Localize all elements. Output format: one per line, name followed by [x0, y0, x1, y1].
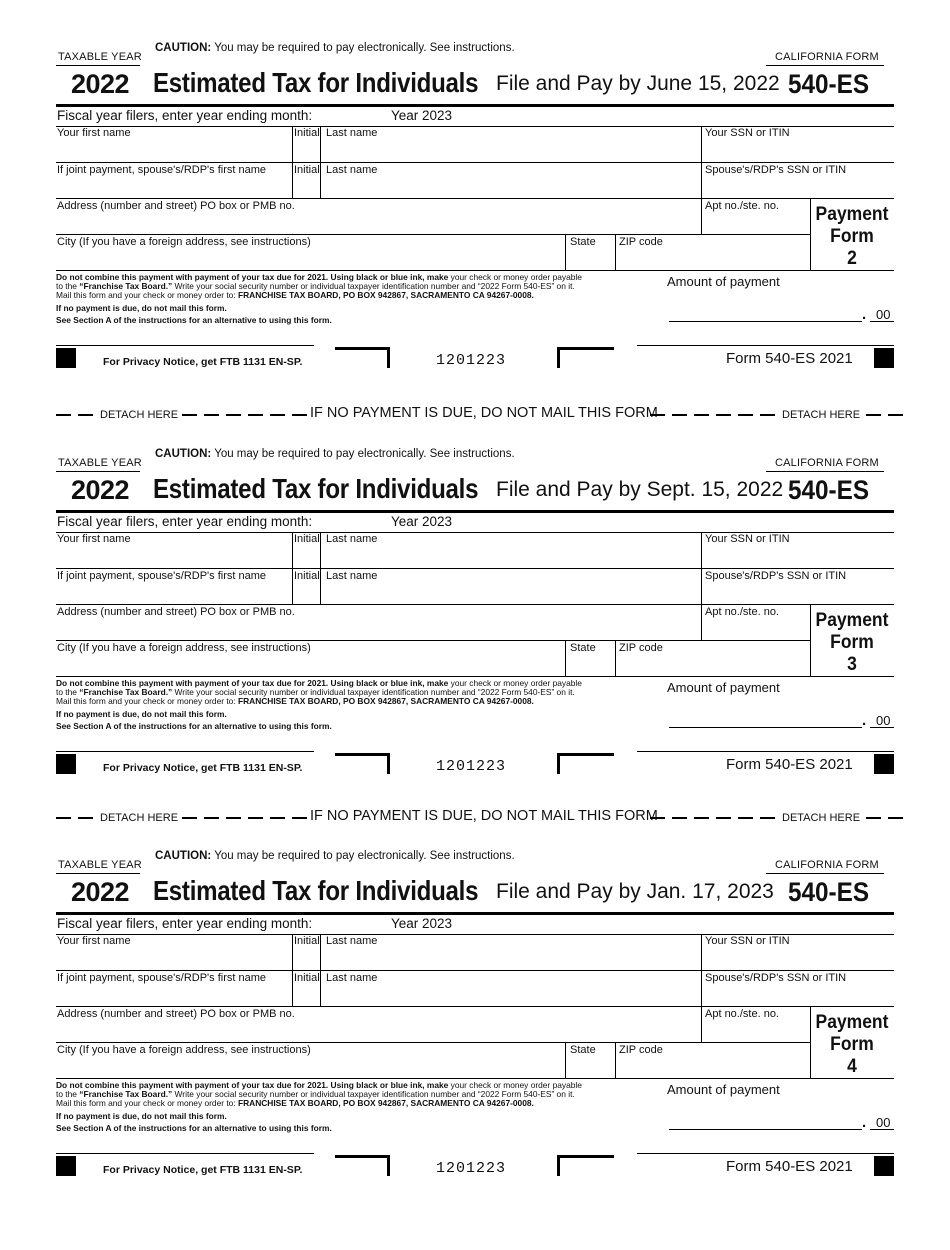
- initial-field[interactable]: Initial: [294, 935, 320, 947]
- california-form-label: CALIFORNIA FORM: [775, 51, 879, 63]
- zip-field[interactable]: ZIP code: [619, 1044, 663, 1056]
- first-name-field[interactable]: Your first name: [57, 533, 131, 545]
- apt-field[interactable]: Apt no./ste. no.: [705, 606, 779, 618]
- title-rule: [56, 510, 894, 513]
- payment-form-box: Payment Form 3: [813, 610, 890, 676]
- amount-input[interactable]: [669, 321, 862, 322]
- due-date: File and Pay by Jan. 17, 2023: [496, 880, 774, 903]
- barcode-bracket-left: [335, 347, 390, 368]
- spouse-initial-field[interactable]: Initial: [294, 164, 320, 176]
- form-footer: Form 540-ES 2021: [726, 350, 853, 367]
- no-payment-notice: IF NO PAYMENT IS DUE, DO NOT MAIL THIS FORM: [310, 808, 658, 824]
- amount-of-payment-label: Amount of payment: [667, 274, 780, 289]
- no-payment-notice: IF NO PAYMENT IS DUE, DO NOT MAIL THIS FORM: [310, 405, 658, 421]
- due-date: File and Pay by June 15, 2022: [496, 72, 780, 95]
- address-field[interactable]: Address (number and street) PO box or PMB no.: [57, 606, 295, 618]
- fiscal-year-label: Fiscal year filers, enter year ending month:: [57, 514, 313, 529]
- fiscal-year-ending: Year 2023: [391, 514, 453, 529]
- scan-marker: [874, 348, 894, 368]
- payment-voucher-4: [0, 848, 950, 1250]
- divider: [56, 65, 140, 66]
- tax-year: 2022: [71, 69, 130, 99]
- zip-field[interactable]: ZIP code: [619, 236, 663, 248]
- initial-field[interactable]: Initial: [294, 127, 320, 139]
- spouse-first-name-field[interactable]: If joint payment, spouse's/RDP's first name: [57, 164, 267, 176]
- detach-line: [56, 405, 894, 425]
- scan-marker: [56, 348, 76, 368]
- divider: [766, 873, 884, 874]
- privacy-notice: For Privacy Notice, get FTB 1131 EN-SP.: [103, 1164, 303, 1176]
- ssn-field[interactable]: Your SSN or ITIN: [705, 935, 790, 947]
- payment-voucher-2: [0, 40, 950, 442]
- amount-input[interactable]: [669, 1129, 862, 1130]
- taxpayer-info-grid: [56, 532, 894, 676]
- decimal-point: .: [862, 1114, 867, 1131]
- detach-here-label: DETACH HERE: [100, 812, 179, 824]
- barcode-bracket-right: [557, 347, 614, 368]
- divider: [766, 65, 884, 66]
- spouse-ssn-field[interactable]: Spouse's/RDP's SSN or ITIN: [705, 570, 847, 582]
- state-field[interactable]: State: [570, 236, 596, 248]
- payment-form-number: 2: [847, 248, 857, 269]
- amount-of-payment-label: Amount of payment: [667, 680, 780, 695]
- form-title: Estimated Tax for Individuals: [153, 67, 479, 98]
- apt-field[interactable]: Apt no./ste. no.: [705, 1008, 779, 1020]
- amount-cents: 00: [876, 1115, 891, 1130]
- first-name-field[interactable]: Your first name: [57, 935, 131, 947]
- california-form-label: CALIFORNIA FORM: [775, 457, 879, 469]
- spouse-initial-field[interactable]: Initial: [294, 570, 320, 582]
- form-number: 540-ES: [788, 877, 870, 907]
- barcode-bracket-left: [335, 1155, 390, 1176]
- detach-here-label: DETACH HERE: [782, 812, 861, 824]
- apt-field[interactable]: Apt no./ste. no.: [705, 200, 779, 212]
- state-field[interactable]: State: [570, 1044, 596, 1056]
- spouse-last-name-field[interactable]: Last name: [326, 972, 378, 984]
- barcode-bracket-left: [335, 753, 390, 774]
- payment-instructions: Do not combine this payment with payment of your tax due for 2021. Using black or blue ink, make your check or money order payable to the “Franchise Tax Board.” Write your social security number or individual taxpayer identification number and “2022 Form 540-ES” on it. Mail this form and your check or money order to: FRANCHISE TAX BOARD, PO BOX 942867, SACRAMENTO CA 94267-0008. If no payment is due, do not mail this form. See Section A of the instructions for an alternative to using this form.: [56, 678, 582, 731]
- payment-form-box: Payment Form 2: [813, 204, 890, 270]
- barcode-bracket-right: [557, 753, 614, 774]
- barcode-number: 1201223: [436, 1160, 507, 1177]
- amount-cents: 00: [876, 713, 891, 728]
- decimal-point: .: [862, 712, 867, 729]
- payment-form-number: 3: [847, 654, 857, 675]
- tax-year: 2022: [71, 475, 130, 505]
- form-title: Estimated Tax for Individuals: [153, 875, 479, 906]
- first-name-field[interactable]: Your first name: [57, 127, 131, 139]
- address-field[interactable]: Address (number and street) PO box or PMB no.: [57, 200, 295, 212]
- scan-marker: [874, 1156, 894, 1176]
- amount-input[interactable]: [669, 727, 862, 728]
- barcode-number: 1201223: [436, 758, 507, 775]
- scan-marker: [56, 754, 76, 774]
- fiscal-year-label: Fiscal year filers, enter year ending month:: [57, 916, 313, 931]
- caution-note: CAUTION: You may be required to pay electronically. See instructions.: [155, 448, 515, 460]
- caution-note: CAUTION: You may be required to pay electronically. See instructions.: [155, 42, 515, 54]
- city-field[interactable]: City (If you have a foreign address, see instructions): [57, 1044, 311, 1056]
- caution-note: CAUTION: You may be required to pay electronically. See instructions.: [155, 850, 515, 862]
- taxable-year-label: TAXABLE YEAR: [58, 859, 142, 871]
- payment-form-number: 4: [847, 1056, 857, 1077]
- amount-of-payment-label: Amount of payment: [667, 1082, 780, 1097]
- taxpayer-info-grid: [56, 934, 894, 1078]
- privacy-notice: For Privacy Notice, get FTB 1131 EN-SP.: [103, 762, 303, 774]
- initial-field[interactable]: Initial: [294, 533, 320, 545]
- ssn-field[interactable]: Your SSN or ITIN: [705, 127, 790, 139]
- payment-voucher-3: [0, 446, 950, 848]
- state-field[interactable]: State: [570, 642, 596, 654]
- ssn-field[interactable]: Your SSN or ITIN: [705, 533, 790, 545]
- barcode-bracket-right: [557, 1155, 614, 1176]
- last-name-field[interactable]: Last name: [326, 127, 378, 139]
- form-number: 540-ES: [788, 69, 870, 99]
- privacy-notice: For Privacy Notice, get FTB 1131 EN-SP.: [103, 356, 303, 368]
- title-rule: [56, 104, 894, 107]
- title-rule: [56, 912, 894, 915]
- last-name-field[interactable]: Last name: [326, 935, 378, 947]
- taxable-year-label: TAXABLE YEAR: [58, 457, 142, 469]
- last-name-field[interactable]: Last name: [326, 533, 378, 545]
- fiscal-year-label: Fiscal year filers, enter year ending month:: [57, 108, 313, 123]
- spouse-first-name-field[interactable]: If joint payment, spouse's/RDP's first name: [57, 972, 267, 984]
- scan-marker: [56, 1156, 76, 1176]
- spouse-first-name-field[interactable]: If joint payment, spouse's/RDP's first name: [57, 570, 267, 582]
- zip-field[interactable]: ZIP code: [619, 642, 663, 654]
- spouse-ssn-field[interactable]: Spouse's/RDP's SSN or ITIN: [705, 972, 847, 984]
- taxable-year-label: TAXABLE YEAR: [58, 51, 142, 63]
- amount-cents: 00: [876, 307, 891, 322]
- address-field[interactable]: Address (number and street) PO box or PMB no.: [57, 1008, 295, 1020]
- california-form-label: CALIFORNIA FORM: [775, 859, 879, 871]
- form-title: Estimated Tax for Individuals: [153, 473, 479, 504]
- detach-here-label: DETACH HERE: [782, 409, 861, 421]
- decimal-point: .: [862, 306, 867, 323]
- detach-here-label: DETACH HERE: [100, 409, 179, 421]
- spouse-last-name-field[interactable]: Last name: [326, 164, 378, 176]
- spouse-ssn-field[interactable]: Spouse's/RDP's SSN or ITIN: [705, 164, 847, 176]
- fiscal-year-ending: Year 2023: [391, 108, 453, 123]
- divider: [56, 471, 140, 472]
- form-footer: Form 540-ES 2021: [726, 756, 853, 773]
- divider: [766, 471, 884, 472]
- scan-marker: [874, 754, 894, 774]
- taxpayer-info-grid: [56, 126, 894, 270]
- spouse-last-name-field[interactable]: Last name: [326, 570, 378, 582]
- spouse-initial-field[interactable]: Initial: [294, 972, 320, 984]
- payment-form-box: Payment Form 4: [813, 1012, 890, 1078]
- city-field[interactable]: City (If you have a foreign address, see instructions): [57, 236, 311, 248]
- divider: [56, 873, 140, 874]
- form-number: 540-ES: [788, 475, 870, 505]
- fiscal-year-ending: Year 2023: [391, 916, 453, 931]
- tax-year: 2022: [71, 877, 130, 907]
- city-field[interactable]: City (If you have a foreign address, see instructions): [57, 642, 311, 654]
- form-footer: Form 540-ES 2021: [726, 1158, 853, 1175]
- payment-instructions: Do not combine this payment with payment of your tax due for 2021. Using black or blue ink, make your check or money order payable to the “Franchise Tax Board.” Write your social security number or individual taxpayer identification number and “2022 Form 540-ES” on it. Mail this form and your check or money order to: FRANCHISE TAX BOARD, PO BOX 942867, SACRAMENTO CA 94267-0008. If no payment is due, do not mail this form. See Section A of the instructions for an alternative to using this form.: [56, 272, 582, 325]
- barcode-number: 1201223: [436, 352, 507, 369]
- due-date: File and Pay by Sept. 15, 2022: [496, 478, 784, 501]
- payment-instructions: Do not combine this payment with payment of your tax due for 2021. Using black or blue ink, make your check or money order payable to the “Franchise Tax Board.” Write your social security number or individual taxpayer identification number and “2022 Form 540-ES” on it. Mail this form and your check or money order to: FRANCHISE TAX BOARD, PO BOX 942867, SACRAMENTO CA 94267-0008. If no payment is due, do not mail this form. See Section A of the instructions for an alternative to using this form.: [56, 1080, 582, 1133]
- detach-line: [56, 808, 894, 828]
